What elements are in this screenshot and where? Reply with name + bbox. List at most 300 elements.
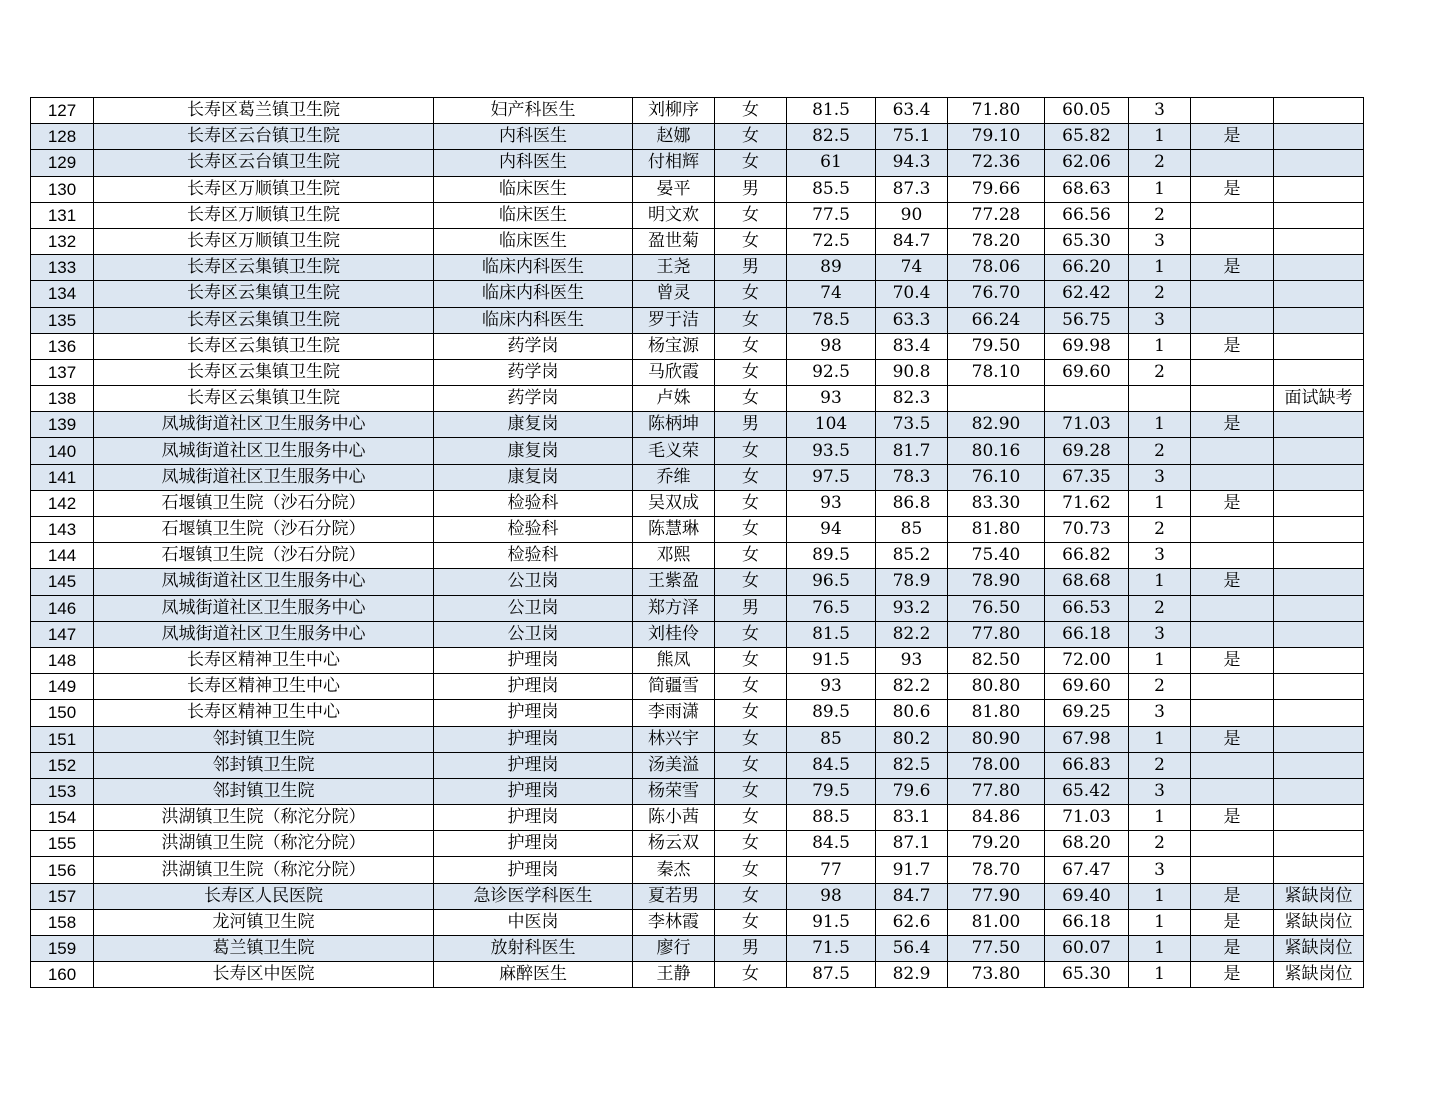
interview-score-cell: 79.50 [948,333,1045,359]
total-score-cell: 62.06 [1045,150,1129,176]
skill-score-cell: 81.7 [876,438,948,464]
candidate-name-cell: 付相辉 [633,150,715,176]
candidate-name-cell: 乔维 [633,464,715,490]
physical-exam-cell [1191,438,1274,464]
employer-cell: 凤城街道社区卫生服务中心 [94,464,434,490]
physical-exam-cell [1191,228,1274,254]
remark-cell: 紧缺岗位 [1274,962,1364,988]
physical-exam-cell [1191,359,1274,385]
total-score-cell: 69.98 [1045,333,1129,359]
total-score-cell: 67.35 [1045,464,1129,490]
remark-cell [1274,281,1364,307]
remark-cell [1274,359,1364,385]
table-row [31,621,1364,647]
row-number: 128 [31,124,94,150]
interview-score-cell: 78.00 [948,752,1045,778]
candidate-name-cell: 陈小茜 [633,805,715,831]
table-row [31,857,1364,883]
employer-cell: 葛兰镇卫生院 [94,936,434,962]
rank-cell: 1 [1129,883,1191,909]
physical-exam-cell [1191,621,1274,647]
remark-cell [1274,700,1364,726]
gender-cell: 女 [715,228,787,254]
remark-cell: 紧缺岗位 [1274,909,1364,935]
row-number: 140 [31,438,94,464]
employer-cell: 长寿区云集镇卫生院 [94,333,434,359]
total-score-cell: 65.82 [1045,124,1129,150]
written-score-cell: 84.5 [787,831,876,857]
rank-cell: 3 [1129,543,1191,569]
table-row [31,595,1364,621]
skill-score-cell: 82.3 [876,386,948,412]
employer-cell: 长寿区人民医院 [94,883,434,909]
position-cell: 护理岗 [434,831,633,857]
rank-cell: 2 [1129,359,1191,385]
gender-cell: 女 [715,831,787,857]
row-number: 129 [31,150,94,176]
position-cell: 检验科 [434,517,633,543]
physical-exam-cell [1191,831,1274,857]
table-row [31,176,1364,202]
row-number: 145 [31,569,94,595]
skill-score-cell: 84.7 [876,883,948,909]
written-score-cell: 104 [787,412,876,438]
candidate-name-cell: 盈世菊 [633,228,715,254]
position-cell: 护理岗 [434,726,633,752]
gender-cell: 女 [715,883,787,909]
candidate-name-cell: 陈柄坤 [633,412,715,438]
rank-cell: 1 [1129,936,1191,962]
remark-cell [1274,543,1364,569]
remark-cell [1274,857,1364,883]
row-number: 152 [31,752,94,778]
skill-score-cell: 94.3 [876,150,948,176]
written-score-cell: 97.5 [787,464,876,490]
skill-score-cell: 63.3 [876,307,948,333]
table-row [31,359,1364,385]
gender-cell: 女 [715,359,787,385]
table-row [31,805,1364,831]
remark-cell [1274,255,1364,281]
table-row [31,909,1364,935]
skill-score-cell: 80.2 [876,726,948,752]
gender-cell: 女 [715,386,787,412]
row-number: 148 [31,647,94,673]
candidate-name-cell: 毛义荣 [633,438,715,464]
row-number: 142 [31,490,94,516]
gender-cell: 女 [715,805,787,831]
position-cell: 临床内科医生 [434,255,633,281]
candidate-name-cell: 李雨潇 [633,700,715,726]
interview-score-cell: 76.10 [948,464,1045,490]
interview-score-cell: 77.90 [948,883,1045,909]
remark-cell [1274,412,1364,438]
table-row [31,412,1364,438]
row-number: 131 [31,202,94,228]
row-number: 151 [31,726,94,752]
employer-cell: 凤城街道社区卫生服务中心 [94,621,434,647]
table-row [31,752,1364,778]
employer-cell: 龙河镇卫生院 [94,909,434,935]
table-row [31,150,1364,176]
physical-exam-cell: 是 [1191,412,1274,438]
candidate-name-cell: 邓熙 [633,543,715,569]
row-number: 157 [31,883,94,909]
row-number: 139 [31,412,94,438]
table-row [31,674,1364,700]
skill-score-cell: 74 [876,255,948,281]
rank-cell [1129,386,1191,412]
rank-cell: 1 [1129,124,1191,150]
gender-cell: 女 [715,490,787,516]
remark-cell [1274,621,1364,647]
skill-score-cell: 78.3 [876,464,948,490]
table-row [31,281,1364,307]
employer-cell: 长寿区精神卫生中心 [94,700,434,726]
employer-cell: 长寿区中医院 [94,962,434,988]
skill-score-cell: 85.2 [876,543,948,569]
gender-cell: 女 [715,150,787,176]
total-score-cell: 68.68 [1045,569,1129,595]
total-score-cell: 72.00 [1045,647,1129,673]
candidate-name-cell: 杨云双 [633,831,715,857]
total-score-cell: 70.73 [1045,517,1129,543]
position-cell: 检验科 [434,490,633,516]
interview-score-cell: 71.80 [948,98,1045,124]
physical-exam-cell [1191,464,1274,490]
skill-score-cell: 85 [876,517,948,543]
remark-cell [1274,202,1364,228]
rank-cell: 2 [1129,674,1191,700]
remark-cell [1274,124,1364,150]
rank-cell: 1 [1129,176,1191,202]
written-score-cell: 93 [787,674,876,700]
employer-cell: 长寿区云集镇卫生院 [94,359,434,385]
written-score-cell: 93 [787,386,876,412]
physical-exam-cell: 是 [1191,569,1274,595]
gender-cell: 女 [715,438,787,464]
position-cell: 护理岗 [434,778,633,804]
position-cell: 护理岗 [434,647,633,673]
skill-score-cell: 79.6 [876,778,948,804]
employer-cell: 洪湖镇卫生院（称沱分院） [94,831,434,857]
rank-cell: 3 [1129,700,1191,726]
candidate-name-cell: 王尧 [633,255,715,281]
written-score-cell: 94 [787,517,876,543]
candidate-name-cell: 晏平 [633,176,715,202]
candidate-name-cell: 陈慧琳 [633,517,715,543]
rank-cell: 2 [1129,517,1191,543]
candidate-name-cell: 卢姝 [633,386,715,412]
row-number: 160 [31,962,94,988]
table-row [31,490,1364,516]
employer-cell: 长寿区云集镇卫生院 [94,386,434,412]
remark-cell [1274,517,1364,543]
physical-exam-cell: 是 [1191,490,1274,516]
rank-cell: 1 [1129,333,1191,359]
written-score-cell: 78.5 [787,307,876,333]
interview-score-cell: 83.30 [948,490,1045,516]
rank-cell: 3 [1129,464,1191,490]
gender-cell: 女 [715,778,787,804]
remark-cell [1274,438,1364,464]
interview-score-cell: 78.06 [948,255,1045,281]
remark-cell [1274,176,1364,202]
gender-cell: 女 [715,307,787,333]
row-number: 138 [31,386,94,412]
rank-cell: 3 [1129,228,1191,254]
physical-exam-cell: 是 [1191,962,1274,988]
physical-exam-cell: 是 [1191,909,1274,935]
employer-cell: 邻封镇卫生院 [94,726,434,752]
written-score-cell: 92.5 [787,359,876,385]
skill-score-cell: 82.2 [876,674,948,700]
table-row [31,98,1364,124]
interview-score-cell [948,386,1045,412]
candidate-name-cell: 杨宝源 [633,333,715,359]
remark-cell [1274,726,1364,752]
rank-cell: 2 [1129,438,1191,464]
total-score-cell: 66.56 [1045,202,1129,228]
interview-score-cell: 80.80 [948,674,1045,700]
physical-exam-cell [1191,543,1274,569]
rank-cell: 2 [1129,831,1191,857]
written-score-cell: 91.5 [787,647,876,673]
employer-cell: 石堰镇卫生院（沙石分院） [94,543,434,569]
total-score-cell: 66.82 [1045,543,1129,569]
rank-cell: 1 [1129,805,1191,831]
position-cell: 检验科 [434,543,633,569]
remark-cell [1274,464,1364,490]
gender-cell: 男 [715,255,787,281]
interview-score-cell: 79.66 [948,176,1045,202]
candidate-name-cell: 熊凤 [633,647,715,673]
total-score-cell: 56.75 [1045,307,1129,333]
position-cell: 药学岗 [434,386,633,412]
rank-cell: 1 [1129,569,1191,595]
skill-score-cell: 83.1 [876,805,948,831]
written-score-cell: 93 [787,490,876,516]
table-row [31,124,1364,150]
candidate-name-cell: 赵娜 [633,124,715,150]
written-score-cell: 71.5 [787,936,876,962]
candidate-name-cell: 马欣霞 [633,359,715,385]
interview-score-cell: 82.50 [948,647,1045,673]
rank-cell: 2 [1129,752,1191,778]
employer-cell: 凤城街道社区卫生服务中心 [94,569,434,595]
total-score-cell: 71.03 [1045,412,1129,438]
candidate-name-cell: 刘柳序 [633,98,715,124]
physical-exam-cell: 是 [1191,333,1274,359]
position-cell: 护理岗 [434,857,633,883]
remark-cell: 面试缺考 [1274,386,1364,412]
gender-cell: 女 [715,98,787,124]
interview-score-cell: 76.50 [948,595,1045,621]
table-row [31,333,1364,359]
employer-cell: 凤城街道社区卫生服务中心 [94,412,434,438]
physical-exam-cell [1191,752,1274,778]
employer-cell: 邻封镇卫生院 [94,752,434,778]
skill-score-cell: 87.1 [876,831,948,857]
written-score-cell: 76.5 [787,595,876,621]
written-score-cell: 61 [787,150,876,176]
row-number: 134 [31,281,94,307]
gender-cell: 男 [715,595,787,621]
candidate-name-cell: 罗于洁 [633,307,715,333]
gender-cell: 女 [715,857,787,883]
candidate-name-cell: 廖行 [633,936,715,962]
interview-score-cell: 81.00 [948,909,1045,935]
skill-score-cell: 82.2 [876,621,948,647]
position-cell: 临床内科医生 [434,307,633,333]
position-cell: 麻醉医生 [434,962,633,988]
total-score-cell: 67.98 [1045,726,1129,752]
employer-cell: 长寿区万顺镇卫生院 [94,176,434,202]
position-cell: 临床内科医生 [434,281,633,307]
skill-score-cell: 62.6 [876,909,948,935]
interview-score-cell: 80.90 [948,726,1045,752]
written-score-cell: 84.5 [787,752,876,778]
remark-cell [1274,805,1364,831]
position-cell: 临床医生 [434,228,633,254]
position-cell: 中医岗 [434,909,633,935]
gender-cell: 女 [715,621,787,647]
total-score-cell: 66.20 [1045,255,1129,281]
skill-score-cell: 93 [876,647,948,673]
position-cell: 内科医生 [434,150,633,176]
skill-score-cell: 93.2 [876,595,948,621]
remark-cell [1274,98,1364,124]
written-score-cell: 93.5 [787,438,876,464]
employer-cell: 长寿区云集镇卫生院 [94,255,434,281]
gender-cell: 女 [715,726,787,752]
written-score-cell: 89 [787,255,876,281]
skill-score-cell: 56.4 [876,936,948,962]
row-number: 143 [31,517,94,543]
remark-cell [1274,595,1364,621]
row-number: 130 [31,176,94,202]
employer-cell: 石堰镇卫生院（沙石分院） [94,490,434,516]
total-score-cell: 67.47 [1045,857,1129,883]
position-cell: 公卫岗 [434,621,633,647]
total-score-cell: 69.28 [1045,438,1129,464]
position-cell: 临床医生 [434,176,633,202]
remark-cell [1274,569,1364,595]
employer-cell: 凤城街道社区卫生服务中心 [94,438,434,464]
remark-cell [1274,307,1364,333]
rank-cell: 1 [1129,412,1191,438]
row-number: 156 [31,857,94,883]
total-score-cell: 71.03 [1045,805,1129,831]
candidate-name-cell: 曾灵 [633,281,715,307]
remark-cell [1274,228,1364,254]
position-cell: 妇产科医生 [434,98,633,124]
physical-exam-cell: 是 [1191,647,1274,673]
candidate-name-cell: 秦杰 [633,857,715,883]
row-number: 141 [31,464,94,490]
position-cell: 护理岗 [434,752,633,778]
position-cell: 公卫岗 [434,569,633,595]
remark-cell [1274,831,1364,857]
total-score-cell: 66.18 [1045,909,1129,935]
interview-score-cell: 76.70 [948,281,1045,307]
written-score-cell: 98 [787,883,876,909]
row-number: 153 [31,778,94,804]
physical-exam-cell: 是 [1191,726,1274,752]
written-score-cell: 72.5 [787,228,876,254]
total-score-cell: 65.42 [1045,778,1129,804]
gender-cell: 女 [715,464,787,490]
total-score-cell: 66.53 [1045,595,1129,621]
gender-cell: 女 [715,752,787,778]
total-score-cell: 69.25 [1045,700,1129,726]
table-row [31,778,1364,804]
table-row [31,517,1364,543]
rank-cell: 1 [1129,647,1191,673]
skill-score-cell: 63.4 [876,98,948,124]
rank-cell: 1 [1129,255,1191,281]
employer-cell: 长寿区万顺镇卫生院 [94,228,434,254]
interview-score-cell: 78.20 [948,228,1045,254]
gender-cell: 女 [715,202,787,228]
candidate-name-cell: 郑方泽 [633,595,715,621]
physical-exam-cell: 是 [1191,124,1274,150]
written-score-cell: 88.5 [787,805,876,831]
table-row [31,647,1364,673]
rank-cell: 3 [1129,307,1191,333]
gender-cell: 女 [715,700,787,726]
total-score-cell: 66.83 [1045,752,1129,778]
interview-score-cell: 72.36 [948,150,1045,176]
position-cell: 内科医生 [434,124,633,150]
table-row [31,255,1364,281]
total-score-cell: 62.42 [1045,281,1129,307]
written-score-cell: 91.5 [787,909,876,935]
row-number: 144 [31,543,94,569]
remark-cell: 紧缺岗位 [1274,936,1364,962]
row-number: 147 [31,621,94,647]
total-score-cell: 71.62 [1045,490,1129,516]
remark-cell [1274,752,1364,778]
row-number: 146 [31,595,94,621]
rank-cell: 2 [1129,595,1191,621]
employer-cell: 凤城街道社区卫生服务中心 [94,595,434,621]
gender-cell: 女 [715,281,787,307]
gender-cell: 男 [715,412,787,438]
physical-exam-cell: 是 [1191,883,1274,909]
table-row [31,386,1364,412]
gender-cell: 女 [715,909,787,935]
employer-cell: 洪湖镇卫生院（称沱分院） [94,857,434,883]
total-score-cell: 68.20 [1045,831,1129,857]
employer-cell: 石堰镇卫生院（沙石分院） [94,517,434,543]
row-number: 154 [31,805,94,831]
gender-cell: 女 [715,962,787,988]
gender-cell: 男 [715,176,787,202]
rank-cell: 3 [1129,621,1191,647]
physical-exam-cell [1191,281,1274,307]
written-score-cell: 85 [787,726,876,752]
table-row [31,543,1364,569]
total-score-cell: 65.30 [1045,228,1129,254]
candidate-name-cell: 明文欢 [633,202,715,228]
interview-score-cell: 84.86 [948,805,1045,831]
written-score-cell: 87.5 [787,962,876,988]
position-cell: 康复岗 [434,412,633,438]
skill-score-cell: 75.1 [876,124,948,150]
candidate-name-cell: 汤美溢 [633,752,715,778]
interview-score-cell: 81.80 [948,700,1045,726]
